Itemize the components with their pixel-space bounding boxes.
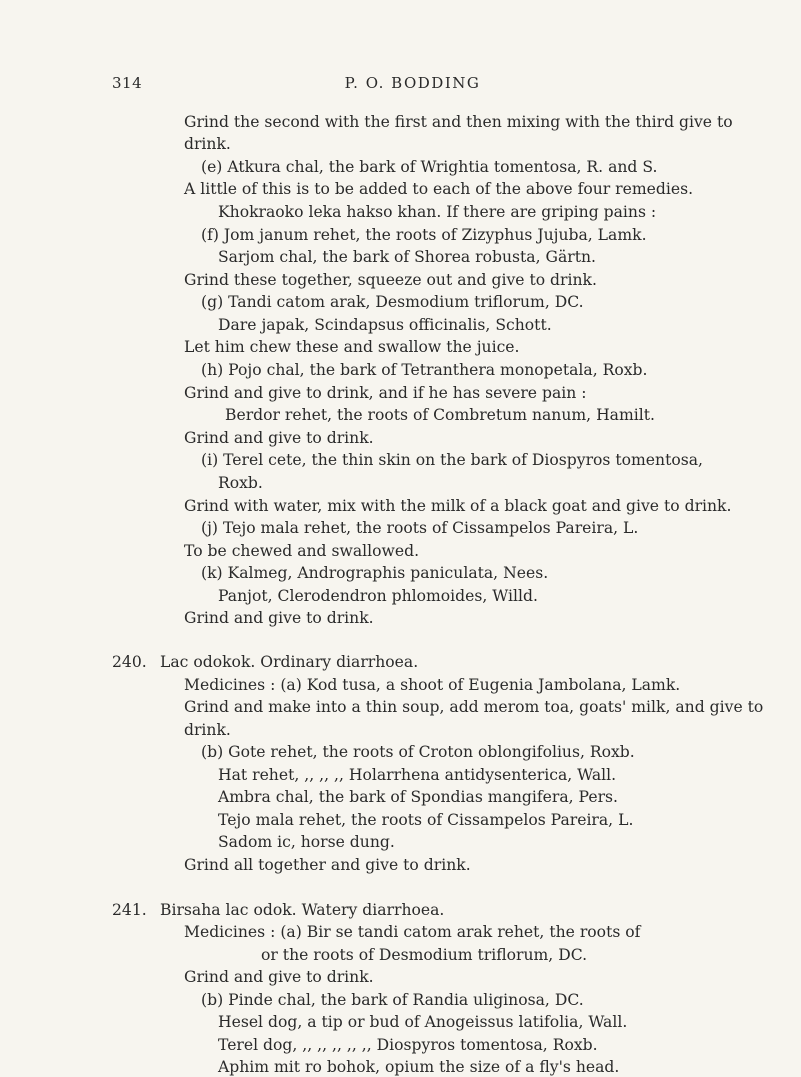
text-line: drink. <box>184 721 231 739</box>
text-line: Terel dog, ,, ,, ,, ,, ,, Diospyros tomentosa, Roxb. <box>218 1036 598 1054</box>
text-line: Grind these together, squeeze out and give to drink. <box>184 271 597 289</box>
text-line: (k) Kalmeg, Andrographis paniculata, Nees. <box>201 564 549 582</box>
text-line: (b) Pinde chal, the bark of Randia uliginosa, DC. <box>201 991 584 1009</box>
text-line: Medicines : (a) Bir se tandi catom arak rehet, the roots of <box>184 923 641 941</box>
text-line: (i) Terel cete, the thin skin on the bark of Diospyros tomentosa, <box>201 451 703 469</box>
text-line: Hat rehet, ,, ,, ,, Holarrhena antidysenterica, Wall. <box>218 766 617 784</box>
text-line: Roxb. <box>218 474 263 492</box>
text-line: Berdor rehet, the roots of Combretum nanum, Hamilt. <box>225 406 655 424</box>
text-line: Tejo mala rehet, the roots of Cissampelos Pareira, L. <box>218 811 634 829</box>
section-title: Lac odokok. Ordinary diarrhoea. <box>160 653 419 671</box>
text-line: Let him chew these and swallow the juice. <box>184 338 520 356</box>
text-line: Grind and give to drink. <box>184 609 374 627</box>
text-line: or the roots of Desmodium triflorum, DC. <box>261 946 588 964</box>
text-line: Grind all together and give to drink. <box>184 856 471 874</box>
text-line: (j) Tejo mala rehet, the roots of Cissampelos Pareira, L. <box>201 519 639 537</box>
text-line: Grind with water, mix with the milk of a black goat and give to drink. <box>184 497 732 515</box>
text-line: Ambra chal, the bark of Spondias mangifera, Pers. <box>218 788 618 806</box>
text-line: Grind and make into a thin soup, add merom toa, goats' milk, and give to <box>184 698 764 716</box>
section-title: Birsaha lac odok. Watery diarrhoea. <box>160 901 445 919</box>
text-line: (f) Jom janum rehet, the roots of Zizyphus Jujuba, Lamk. <box>201 226 647 244</box>
page-header <box>0 74 801 96</box>
page-number: 314 <box>112 74 143 92</box>
text-line: (b) Gote rehet, the roots of Croton oblongifolius, Roxb. <box>201 743 635 761</box>
section-number: 240. <box>112 653 147 671</box>
text-line: Panjot, Clerodendron phlomoides, Willd. <box>218 587 538 605</box>
running-head: P. O. BODDING <box>344 74 481 92</box>
text-line: (e) Atkura chal, the bark of Wrightia tomentosa, R. and S. <box>201 158 658 176</box>
text-line: Sadom ic, horse dung. <box>218 833 395 851</box>
text-line: Khokraoko leka hakso khan. If there are griping pains : <box>218 203 657 221</box>
text-line: To be chewed and swallowed. <box>184 542 420 560</box>
text-line: drink. <box>184 135 231 153</box>
text-line: Grind and give to drink, and if he has severe pain : <box>184 384 587 402</box>
section-number: 241. <box>112 901 147 919</box>
text-line: Dare japak, Scindapsus officinalis, Schott. <box>218 316 552 334</box>
text-line: A little of this is to be added to each of the above four remedies. <box>184 180 694 198</box>
text-line: Medicines : (a) Kod tusa, a shoot of Eugenia Jambolana, Lamk. <box>184 676 681 694</box>
text-line: Hesel dog, a tip or bud of Anogeissus latifolia, Wall. <box>218 1013 628 1031</box>
text-line: (g) Tandi catom arak, Desmodium triflorum, DC. <box>201 293 584 311</box>
text-line: Grind and give to drink. <box>184 968 374 986</box>
text-line: Sarjom chal, the bark of Shorea robusta, Gärtn. <box>218 248 596 266</box>
text-line: (h) Pojo chal, the bark of Tetranthera monopetala, Roxb. <box>201 361 648 379</box>
text-line: Grind and give to drink. <box>184 429 374 447</box>
text-line: Grind the second with the first and then mixing with the third give to <box>184 113 733 131</box>
text-line: Aphim mit ro bohok, opium the size of a fly's head. <box>218 1058 620 1076</box>
